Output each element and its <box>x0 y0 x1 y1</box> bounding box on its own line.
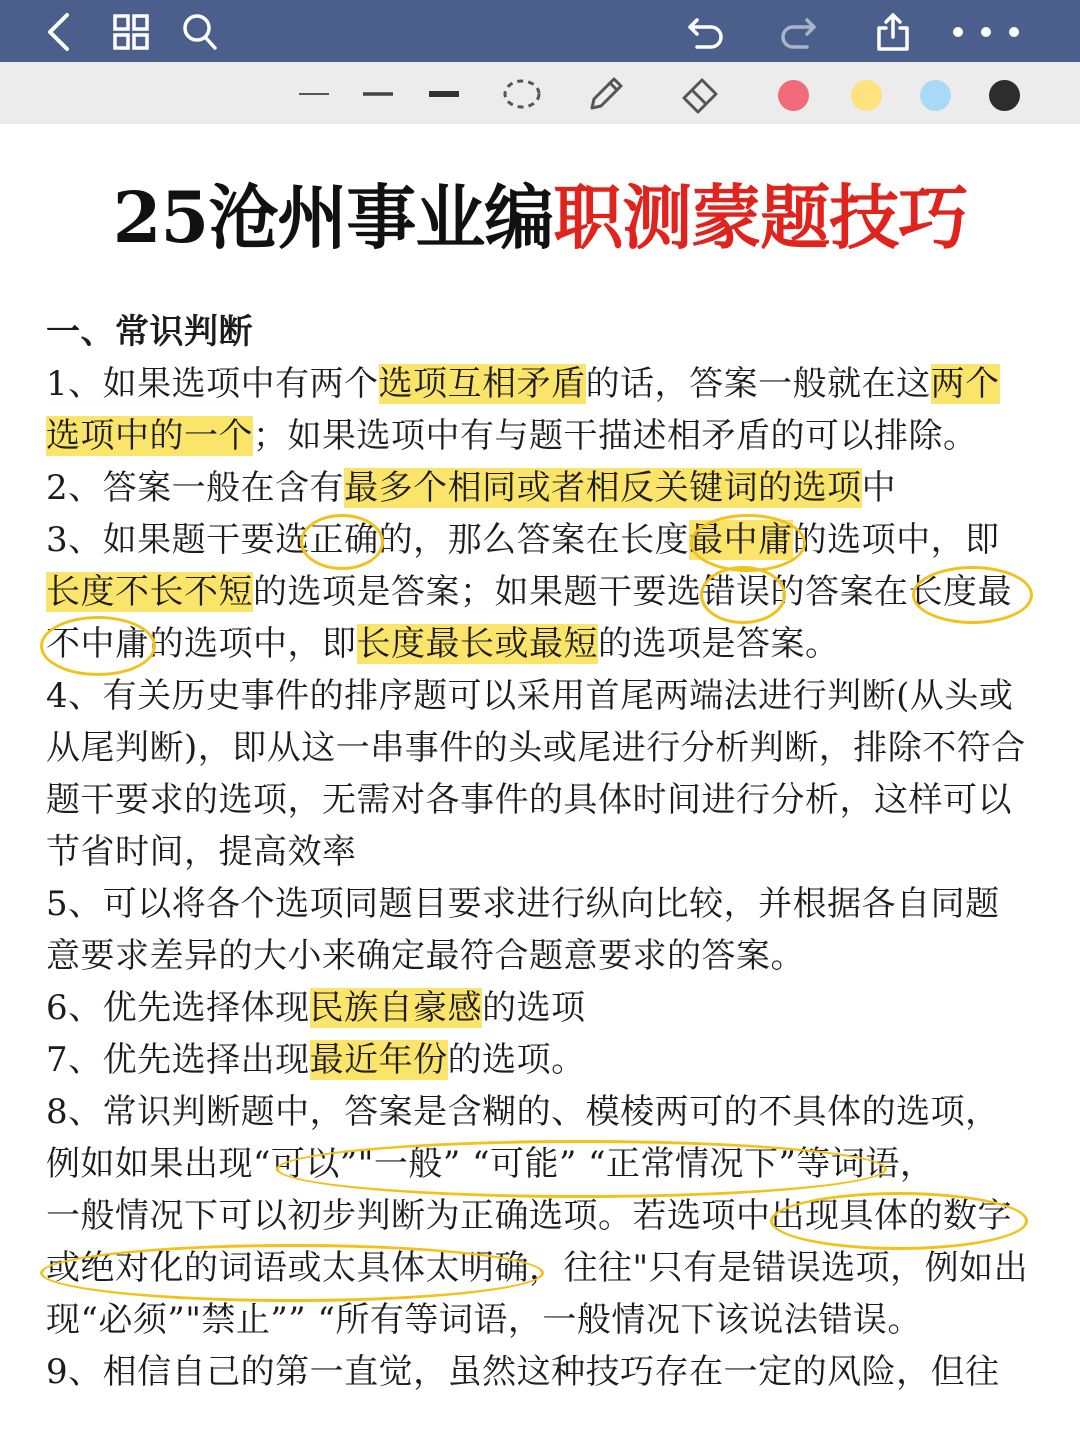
text-line: 节省时间，提高效率 <box>46 832 357 872</box>
lasso-icon[interactable] <box>502 72 542 116</box>
text-line: 7、优先选择出现最近年份的选项。 <box>46 1040 586 1080</box>
text-line: 8、常识判断题中，答案是含糊的、模棱两可的不具体的选项， <box>46 1092 1000 1132</box>
text-line: 意要求差异的大小来确定最符合题意要求的答案。 <box>46 936 805 976</box>
title-black-part: 25沧州事业编 <box>112 176 554 259</box>
text-line: 9、相信自己的第一直觉，虽然这种技巧存在一定的风险，但往 <box>46 1352 1000 1392</box>
text-line: 长度不长不短的选项是答案；如果题干要选错误的答案在长度最 <box>46 572 1012 612</box>
text-line: 例如如果出现“可以”"一般” “可能” “正常情况下”等词语， <box>46 1144 935 1184</box>
redo-icon[interactable] <box>778 11 818 53</box>
color-swatch-black[interactable] <box>989 80 1020 111</box>
text-line: 6、优先选择体现民族自豪感的选项 <box>46 988 586 1028</box>
color-swatch-blue[interactable] <box>920 80 951 111</box>
text-line: 一般情况下可以初步判断为正确选项。若选项中出现具体的数字 <box>46 1196 1012 1236</box>
undo-icon[interactable] <box>686 11 726 53</box>
thick-line-icon[interactable] <box>427 72 461 116</box>
title-red-part: 职测蒙题技巧 <box>553 176 968 259</box>
more-icon[interactable] <box>950 11 1022 53</box>
eraser-icon[interactable] <box>680 72 722 116</box>
color-swatch-pink[interactable] <box>778 80 809 111</box>
medium-line-icon[interactable] <box>361 72 395 116</box>
color-swatch-yellow[interactable] <box>851 80 882 111</box>
drawing-toolbar <box>0 62 1080 124</box>
text-line: 选项中的一个；如果选项中有与题干描述相矛盾的可以排除。 <box>46 416 978 456</box>
page-title <box>0 176 1080 260</box>
share-icon[interactable] <box>873 11 913 53</box>
text-line: 从尾判断)，即从这一串事件的头或尾进行分析判断，排除不符合 <box>46 728 1026 768</box>
grid-icon[interactable] <box>111 11 151 53</box>
text-line: 现“必须”"禁止”” “所有等词语，一般情况下该说法错误。 <box>46 1300 922 1340</box>
text-line: 题干要求的选项，无需对各事件的具体时间进行分析，这样可以 <box>46 780 1012 820</box>
text-line: 3、如果题干要选正确的，那么答案在长度最中庸的选项中，即 <box>46 520 1000 560</box>
text-line: 4、有关历史事件的排序题可以采用首尾两端法进行判断(从头或 <box>46 676 1014 716</box>
text-line: 1、如果选项中有两个选项互相矛盾的话，答案一般就在这两个 <box>46 364 1000 404</box>
search-icon[interactable] <box>180 11 220 53</box>
top-nav-bar <box>0 0 1080 62</box>
section-heading: 一、常识判断 <box>46 312 253 352</box>
text-line: 2、答案一般在含有最多个相同或者相反关键词的选项中 <box>46 468 897 508</box>
text-line: 或绝对化的词语或太具体太明确，往往"只有是错误选项，例如出 <box>46 1248 1029 1288</box>
text-line: 不中庸的选项中，即长度最长或最短的选项是答案。 <box>46 624 840 664</box>
text-line: 5、可以将各个选项同题目要求进行纵向比较，并根据各自同题 <box>46 884 1000 924</box>
back-icon[interactable] <box>40 11 76 53</box>
thin-line-icon[interactable] <box>297 72 331 116</box>
pencil-icon[interactable] <box>586 72 626 116</box>
